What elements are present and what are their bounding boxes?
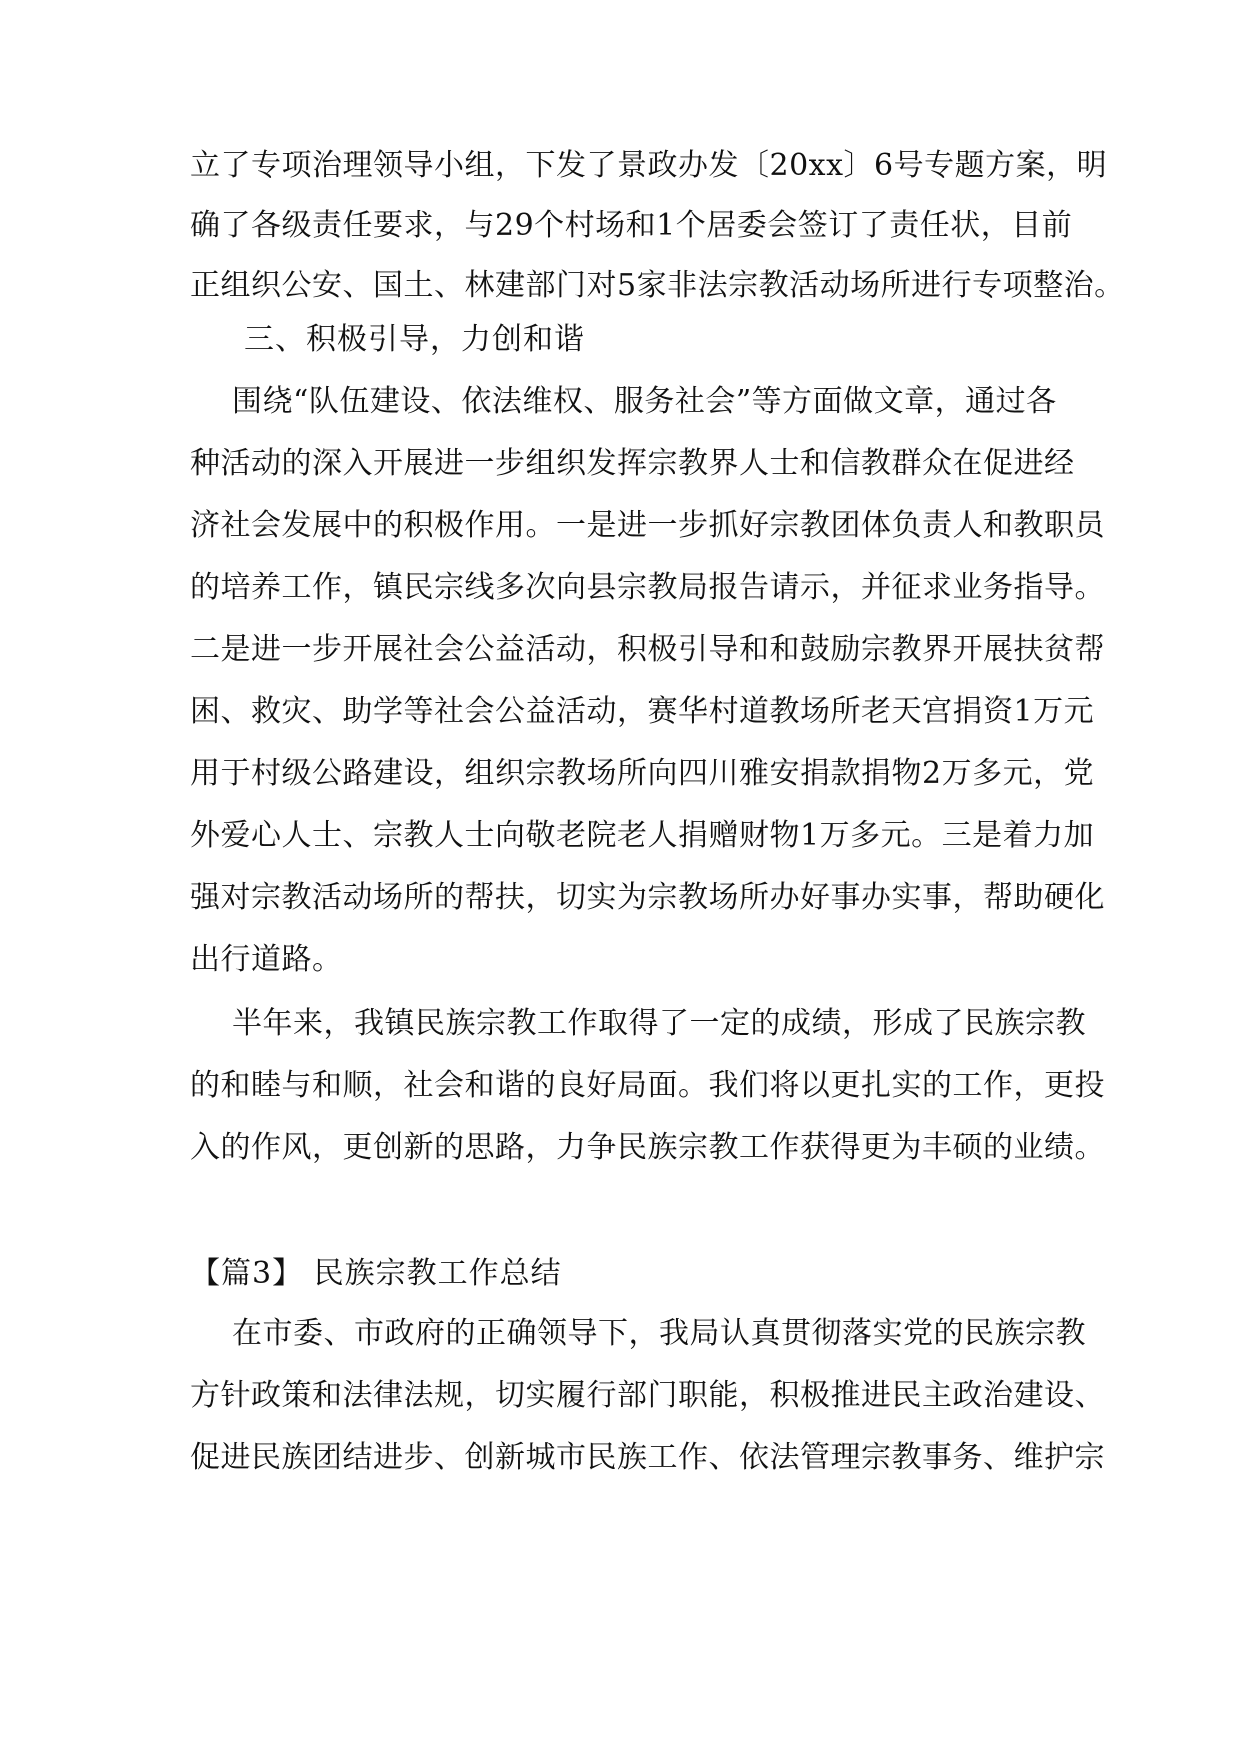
paragraph-2-line-3: 济社会发展中的积极作用。一是进一步抓好宗教团体负责人和教职员 xyxy=(190,508,1105,543)
paragraph-2-line-9: 强对宗教活动场所的帮扶，切实为宗教场所办好事办实事，帮助硬化 xyxy=(190,880,1105,915)
paragraph-1-line-3: 正组织公安、国土、林建部门对5家非法宗教活动场所进行专项整治。 xyxy=(190,268,1125,303)
paragraph-4-line-3: 促进民族团结进步、创新城市民族工作、依法管理宗教事务、维护宗 xyxy=(190,1440,1105,1475)
paragraph-2-line-4: 的培养工作，镇民宗线多次向县宗教局报告请示，并征求业务指导。 xyxy=(190,570,1105,605)
paragraph-2-line-1: 围绕“队伍建设、依法维权、服务社会”等方面做文章，通过各 xyxy=(232,384,1057,419)
section-3-heading: 三、积极引导，力创和谐 xyxy=(244,322,585,357)
paragraph-3-line-1: 半年来，我镇民族宗教工作取得了一定的成绩，形成了民族宗教 xyxy=(232,1006,1086,1041)
paragraph-1-line-1: 立了专项治理领导小组，下发了景政办发〔20xx〕6号专题方案，明 xyxy=(190,148,1108,183)
paragraph-2-line-5: 二是进一步开展社会公益活动，积极引导和和鼓励宗教界开展扶贫帮 xyxy=(190,632,1105,667)
paragraph-4-line-1: 在市委、市政府的正确领导下，我局认真贯彻落实党的民族宗教 xyxy=(232,1316,1086,1351)
paragraph-4-line-2: 方针政策和法律法规，切实履行部门职能，积极推进民主政治建设、 xyxy=(190,1378,1105,1413)
article-3-heading: 【篇3】 民族宗教工作总结 xyxy=(190,1256,562,1291)
paragraph-3-line-2: 的和睦与和顺，社会和谐的良好局面。我们将以更扎实的工作，更投 xyxy=(190,1068,1105,1103)
paragraph-3-line-3: 入的作风，更创新的思路，力争民族宗教工作获得更为丰硕的业绩。 xyxy=(190,1130,1105,1165)
paragraph-2-line-2: 种活动的深入开展进一步组织发挥宗教界人士和信教群众在促进经 xyxy=(190,446,1075,481)
paragraph-2-line-10: 出行道路。 xyxy=(190,942,343,977)
paragraph-2-line-7: 用于村级公路建设，组织宗教场所向四川雅安捐款捐物2万多元，党 xyxy=(190,756,1095,791)
paragraph-2-line-6: 困、救灾、助学等社会公益活动，赛华村道教场所老天宫捐资1万元 xyxy=(190,694,1095,729)
paragraph-1-line-2: 确了各级责任要求，与29个村场和1个居委会签订了责任状，目前 xyxy=(190,208,1073,243)
paragraph-2-line-8: 外爱心人士、宗教人士向敬老院老人捐赠财物1万多元。三是着力加 xyxy=(190,818,1095,853)
